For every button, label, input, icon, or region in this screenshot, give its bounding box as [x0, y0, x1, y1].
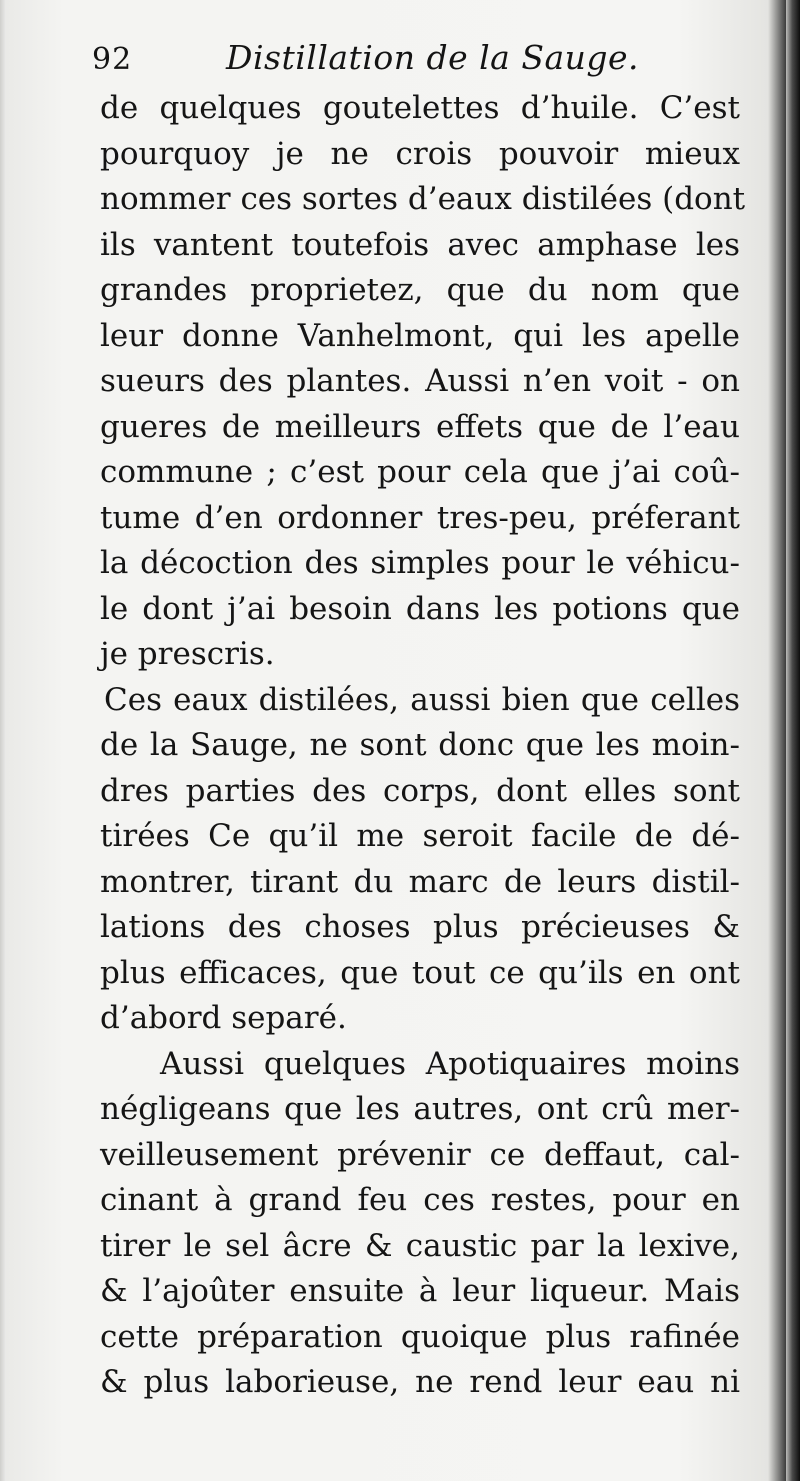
text-line: commune ; c’est pour cela que j’ai coû-: [100, 454, 740, 490]
page-number: 92: [92, 42, 133, 77]
text-line: cinant à grand feu ces restes, pour en: [100, 1182, 740, 1218]
text-line: leur donne Vanhelmont, qui les apelle: [100, 317, 740, 354]
text-line: le dont j’ai besoin dans les potions que: [100, 590, 740, 627]
page-left-edge: [0, 0, 6, 1481]
paragraph-start-line: Aussi quelques Apotiquaires moins: [160, 1045, 740, 1082]
text-line: tume d’en ordonner tres-peu, préferant: [100, 499, 740, 536]
text-line: d’abord separé.: [100, 1000, 347, 1036]
body-text: [100, 86, 746, 1406]
page-header: [92, 36, 742, 92]
text-line: montrer, tirant du marc de leurs distil-: [100, 863, 740, 900]
running-title: Distillation de la Sauge.: [226, 38, 640, 77]
text-line: cette préparation quoique plus rafinée: [100, 1318, 740, 1355]
text-line: nommer ces sortes d’eaux distilées (dont: [100, 181, 746, 217]
text-line: lations des choses plus précieuses &: [100, 909, 740, 945]
text-line: négligeans que les autres, ont crû mer-: [100, 1091, 740, 1127]
text-line: & l’ajoûter ensuite à leur liqueur. Mais: [100, 1273, 740, 1309]
text-line: dres parties des corps, dont elles sont: [100, 772, 740, 809]
text-line: pourquoy je ne crois pouvoir mieux: [100, 135, 740, 172]
text-line: tirées Ce qu’il me seroit facile de dé-: [100, 818, 740, 854]
text-line: la décoction des simples pour le véhicu-: [100, 545, 740, 581]
text-line: grandes proprietez, que du nom que: [100, 272, 740, 308]
text-line: gueres de meilleurs effets que de l’eau: [100, 408, 740, 445]
text-line: ils vantent toutefois avec amphase les: [100, 226, 740, 263]
paragraph-start-line: Ces eaux distilées, aussi bien que celles: [104, 681, 740, 718]
text-line: de quelques goutelettes d’huile. C’est: [100, 90, 740, 126]
text-line: je prescris.: [100, 636, 275, 672]
text-line: & plus laborieuse, ne rend leur eau ni: [100, 1364, 740, 1400]
text-line: veilleusement prévenir ce deffaut, cal-: [100, 1136, 740, 1173]
text-line: tirer le sel âcre & caustic par la lexive,: [100, 1227, 740, 1264]
text-line: plus efficaces, que tout ce qu’ils en ont: [100, 954, 740, 991]
text-line: de la Sauge, ne sont donc que les moin-: [100, 727, 740, 763]
text-line: sueurs des plantes. Aussi n’en voit - on: [100, 363, 740, 399]
page-right-edge-shadow: [786, 0, 800, 1481]
